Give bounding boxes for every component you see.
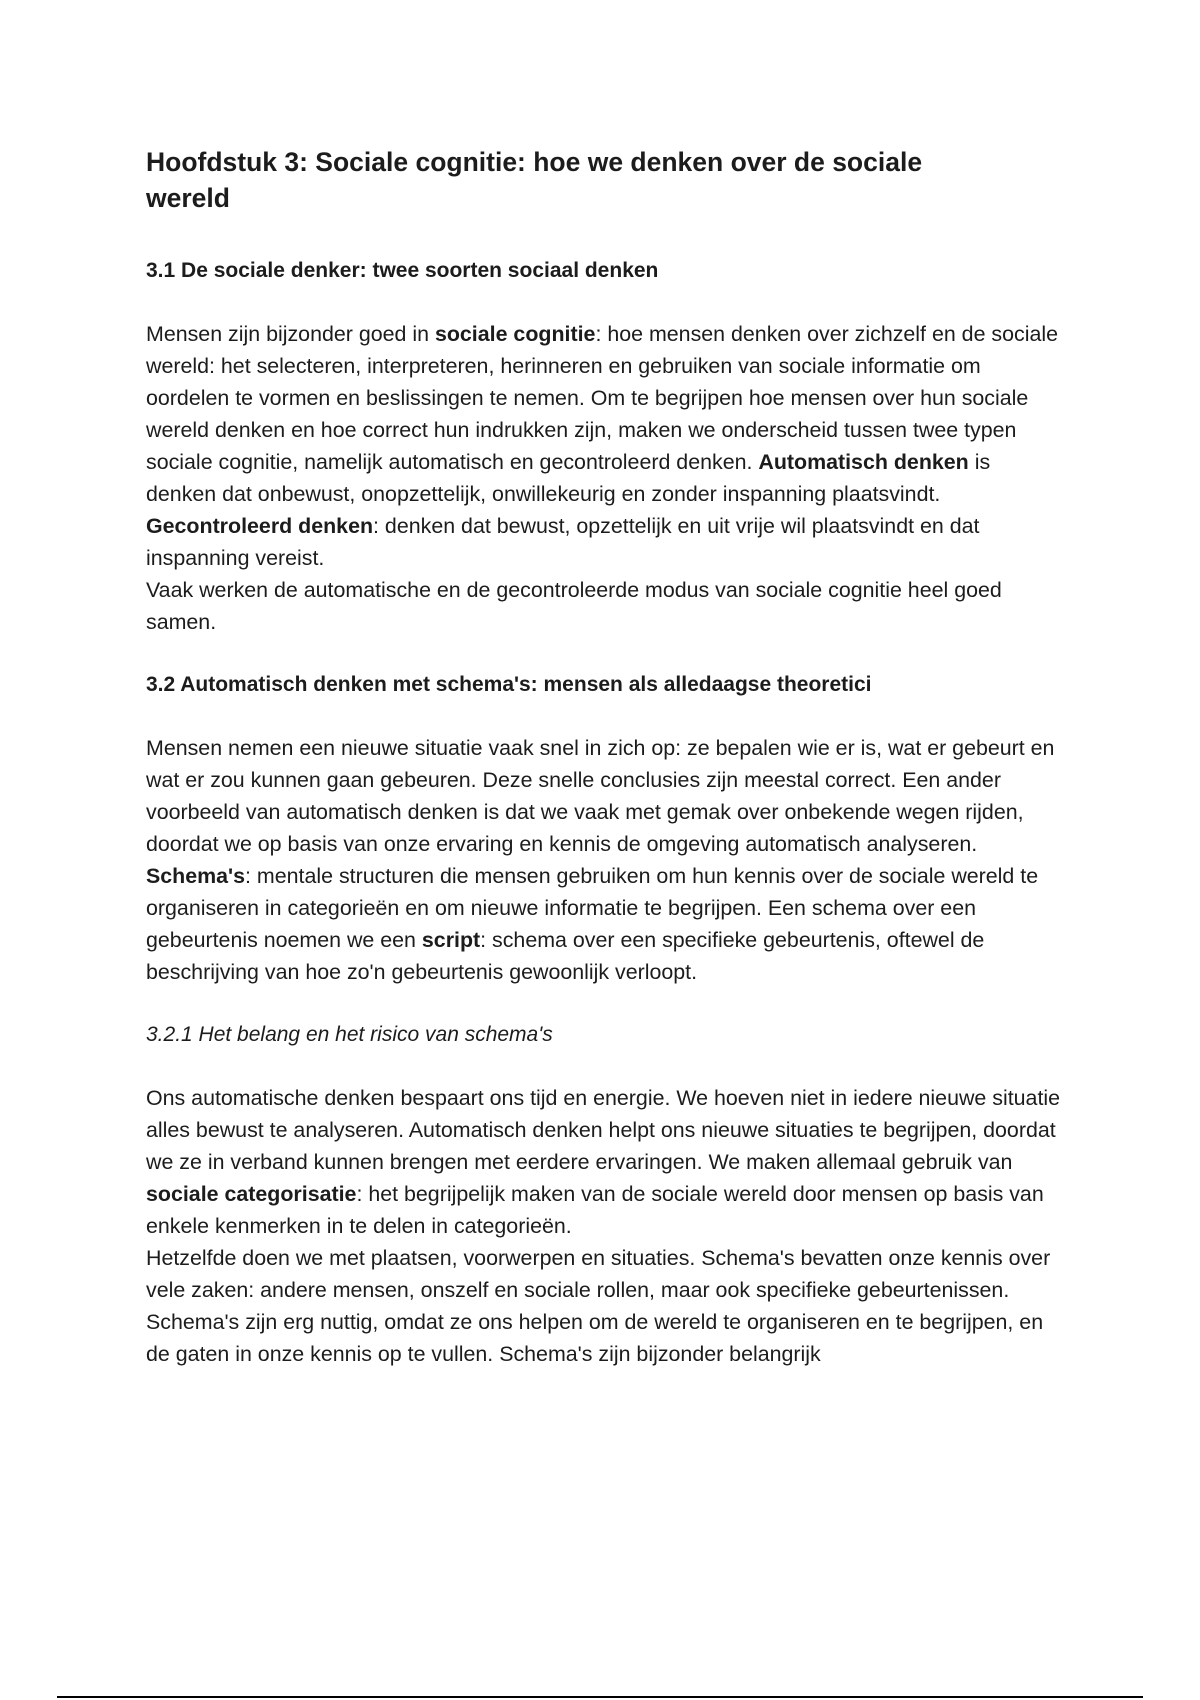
term-gecontroleerd-denken: Gecontroleerd denken (146, 514, 374, 538)
paragraph-3-1-intro: Mensen zijn bijzonder goed in sociale cognitie: hoe mensen denken over zichzelf en de sociale wereld: het selecteren, interpreteren, herinneren en gebruiken van sociale informatie om oordelen te vormen en beslissingen te nemen. Om te begrijpen hoe mensen over hun sociale wereld denken en hoe correct hun indrukken zijn, maken we onderscheid tussen twee typen sociale cognitie, namelijk automatisch en gecontroleerd denken. Automatisch denken is denken dat onbewust, onopzettelijk, onwillekeurig en zonder inspanning plaatsvindt. (146, 322, 1058, 506)
term-script: script (421, 928, 481, 952)
paragraph-3-2-1-nuttig: Schema's zijn erg nuttig, omdat ze ons helpen om de wereld te organiseren en te begrijpen, en de gaten in onze kennis op te vullen. Schema's zijn bijzonder belangrijk (146, 1310, 1044, 1366)
subsection-heading-3-2-1: 3.2.1 Het belang en het risico van schema's (146, 1023, 553, 1046)
paragraph-3-2-1-intro: Ons automatische denken bespaart ons tijd en energie. We hoeven niet in iedere nieuwe situatie alles bewust te analyseren. Automatisch denken helpt ons nieuwe situaties te begrijpen, doordat we ze in verband kunnen brengen met eerdere ervaringen. We maken allemaal gebruik van sociale categorisatie: het begrijpelijk maken van de sociale wereld door mensen op basis van enkele kenmerken in te delen in categorieën. (146, 1086, 1061, 1238)
paragraph-3-1-gecontroleerd: Gecontroleerd denken: denken dat bewust, opzettelijk en uit vrije wil plaatsvindt en dat inspanning vereist. (146, 514, 980, 570)
paragraph-3-1-samen: Vaak werken de automatische en de gecontroleerde modus van sociale cognitie heel goed samen. (146, 578, 1002, 634)
paragraph-3-2-schemas: Schema's: mentale structuren die mensen gebruiken om hun kennis over de sociale wereld te organiseren in categorieën en om nieuwe informatie te begrijpen. Een schema over een gebeurtenis noemen we een script: schema over een specifieke gebeurtenis, oftewel de beschrijving van hoe zo'n gebeurtenis gewoonlijk verloopt. (146, 864, 1039, 984)
term-automatisch-denken: Automatisch denken (758, 450, 969, 474)
page-bottom-rule (57, 1696, 1143, 1698)
document-page (146, 144, 1066, 1370)
section-heading-3-1: 3.1 De sociale denker: twee soorten sociaal denken (146, 259, 659, 282)
paragraph-3-2-1-zaken: Hetzelfde doen we met plaatsen, voorwerpen en situaties. Schema's bevatten onze kennis over vele zaken: andere mensen, onszelf en sociale rollen, maar ook specifieke gebeurtenissen. (146, 1246, 1051, 1302)
term-sociale-cognitie: sociale cognitie (434, 322, 596, 346)
term-sociale-categorisatie: sociale categorisatie (146, 1182, 357, 1206)
paragraph-3-2-intro: Mensen nemen een nieuwe situatie vaak snel in zich op: ze bepalen wie er is, wat er gebeurt en wat er zou kunnen gaan gebeuren. Deze snelle conclusies zijn meestal correct. Een ander voorbeeld van automatisch denken is dat we vaak met gemak over onbekende wegen rijden, doordat we op basis van onze ervaring en kennis de omgeving automatisch analyseren. (146, 736, 1055, 856)
section-heading-3-2: 3.2 Automatisch denken met schema's: mensen als alledaagse theoretici (146, 673, 872, 696)
term-schemas: Schema's (146, 864, 246, 888)
chapter-title: Hoofdstuk 3: Sociale cognitie: hoe we denken over de sociale wereld (146, 147, 923, 213)
